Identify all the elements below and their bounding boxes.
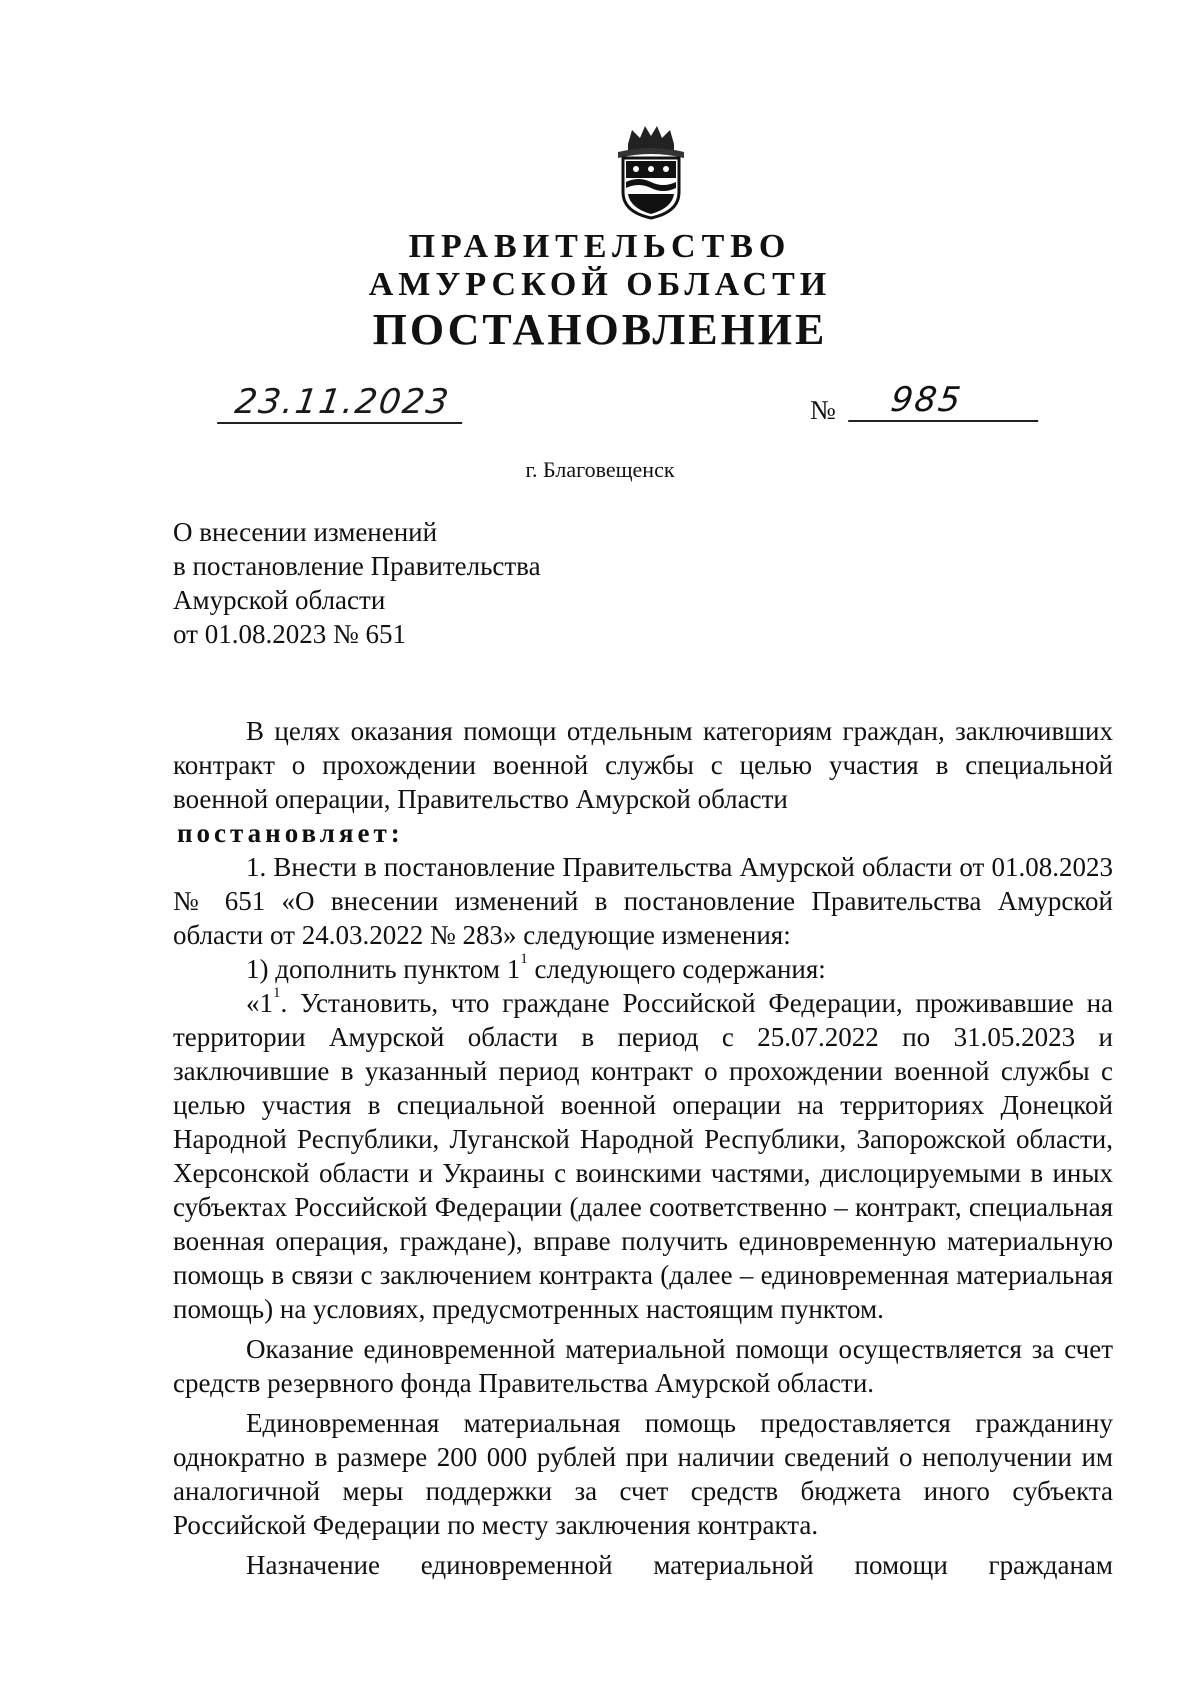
item-1-paragraph: 1. Внести в постановление Правительства Амурской области от 01.08.2023 № 651 «О внесении изменений в постановление Правительства Амурской области от 24.03.2022 № 283» следующие изменения:: [173, 852, 1113, 950]
funding-paragraph: Оказание единовременной материальной помощи осуществляется за счет средств резервного фонда Правительства Амурской области.: [173, 1334, 1113, 1398]
resolves-word: постановляет:: [177, 818, 404, 848]
amur-coat-of-arms-emblem: [614, 122, 688, 220]
subject-block: [173, 515, 541, 651]
subject-line: Амурской области: [173, 585, 386, 615]
org-name-line2: АМУРСКОЙ ОБЛАСТИ: [368, 266, 832, 303]
document-type: ПОСТАНОВЛЕНИЕ: [372, 305, 828, 354]
preamble-paragraph: В целях оказания помощи отдельным категориям граждан, заключивших контракт о прохождении военной службы с целью участия в специальной военной операции, Правительство Амурской области: [173, 716, 1113, 814]
handwritten-date: 23.11.2023: [217, 382, 468, 424]
subject-line: в постановление Правительства: [173, 551, 541, 581]
city: г. Благовещенск: [525, 457, 675, 482]
subject-line: от 01.08.2023 № 651: [173, 619, 406, 649]
quoted-clause-paragraph: «$1^1$. Установить, что граждане Российской Федерации, проживавшие на территории Амурской области в период с 25.07.2022 по 31.05.2023 и заключившие в указанный период контракт о прохождении военной службы с целью участия в специальной военной операции на территориях Донецкой Народной Республики, Луганской Народной Республики, Запорожской области, Херсонской области и Украины с воинскими частями, дислоцируемыми в иных субъектах Российской Федерации (далее соответственно – контракт, специальная военная операция, граждане), вправе получить единовременную материальную помощь в связи с заключением контракта (далее – единовременная материальная помощь) на условиях, предусмотренных настоящим пунктом.: [173, 985, 1113, 1324]
number-sign: №: [810, 395, 836, 425]
subitem-1-paragraph: 1) дополнить пунктом $1^1$ следующего содержания:: [246, 951, 826, 984]
subject-line: О внесении изменений: [173, 517, 438, 547]
document-body: [173, 714, 1113, 1582]
org-name-line1: ПРАВИТЕЛЬСТВО: [408, 228, 792, 265]
handwritten-number: 985: [848, 380, 1044, 422]
amount-paragraph: Единовременная материальная помощь предоставляется гражданину однократно в размере 200 000 рублей при наличии сведений о неполучении им аналогичной меры поддержки за счет средств бюджета иного субъекта Российской Федерации по месту заключения контракта.: [173, 1408, 1113, 1540]
assignment-paragraph: Назначение единовременной материальной помощи гражданам: [246, 1550, 1113, 1580]
